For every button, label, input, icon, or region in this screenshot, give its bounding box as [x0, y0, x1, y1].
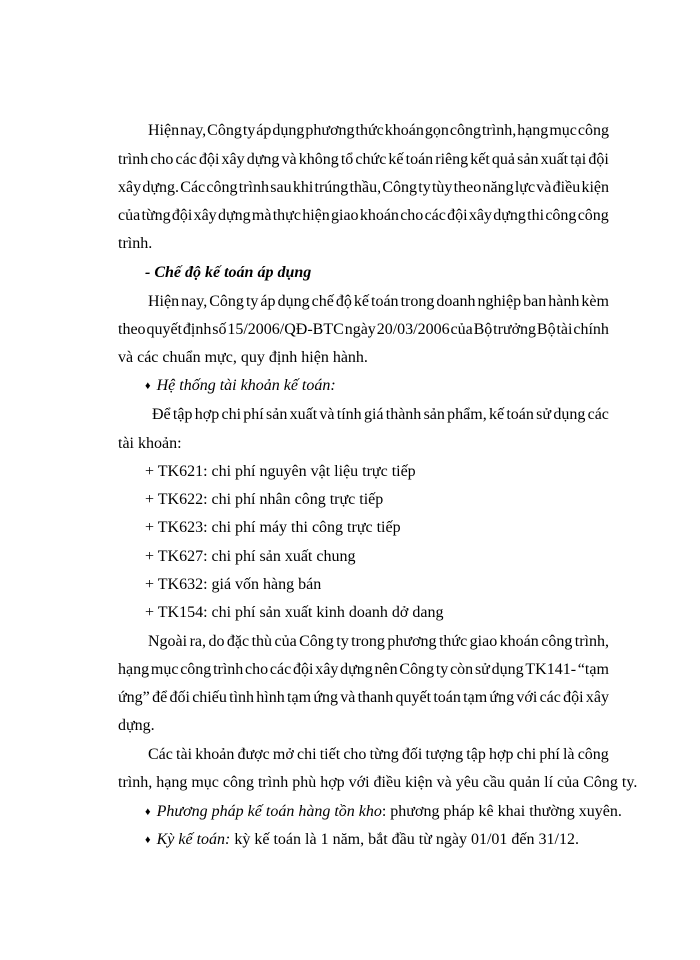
accounts-intro-line-1: Để tập hợp chi phí sản xuất và tính giá thành sản phẩm, kế toán sử dụng các: [152, 406, 609, 423]
inventory-method: [145, 802, 622, 822]
intro-line-1: Hiện nay, Công ty áp dụng phương thức khoán gọn công trình, hạng mục công: [148, 122, 609, 139]
diamond-bullet-icon: ♦: [145, 834, 151, 846]
detail-line-2: trình, hạng mục công trình phù hợp với điều kiện và yêu cầu quản lí của Công ty.: [118, 774, 638, 791]
intro-line-5: trình.: [118, 235, 153, 252]
extra-line-1: Ngoài ra, do đặc thù của Công ty trong phương thức giao khoán công trình,: [148, 633, 609, 650]
period-text: kỳ kế toán là 1 năm, bắt đầu từ ngày 01/01 đến 31/12.: [230, 831, 579, 848]
intro-line-2: trình cho các đội xây dựng và không tổ chức kế toán riêng kết quả sản xuất tại đội: [118, 151, 609, 168]
extra-line-3: ứng” để đối chiếu tình hình tạm ứng và thanh quyết toán tạm ứng với các đội xây: [118, 689, 609, 706]
intro-line-3: xây dựng. Các công trình sau khi trúng thầu, Công ty tùy theo năng lực và điều kiện: [118, 179, 609, 196]
account-item: + TK621: chi phí nguyên vật liệu trực tiếp: [145, 463, 416, 480]
diamond-bullet-icon: ♦: [145, 806, 151, 818]
detail-line-1: Các tài khoản được mở chi tiết cho từng đối tượng tập hợp chi phí là công: [148, 746, 609, 763]
regime-line-3: và các chuẩn mực, quy định hiện hành.: [118, 349, 368, 366]
extra-line-4: dựng.: [118, 717, 155, 734]
regime-heading: - Chế độ kế toán áp dụng: [145, 264, 312, 281]
accounts-intro-line-2: tài khoản:: [118, 435, 182, 452]
period-label: Kỳ kế toán:: [156, 831, 231, 848]
intro-line-4: của từng đội xây dựng mà thực hiện giao khoán cho các đội xây dựng thi công công: [118, 207, 609, 224]
accounting-period: [145, 830, 579, 850]
inventory-label: Phương pháp kế toán hàng tồn kho: [156, 803, 382, 820]
account-item: + TK154: chi phí sản xuất kinh doanh dở dang: [145, 604, 444, 621]
regime-line-1: Hiện nay, Công ty áp dụng chế độ kế toán trong doanh nghiệp ban hành kèm: [148, 293, 609, 310]
account-item: + TK623: chi phí máy thi công trực tiếp: [145, 519, 401, 536]
regime-line-2: theo quyết định số 15/2006/QĐ-BTC ngày 20/03/2006 của Bộ trưởng Bộ tài chính: [118, 321, 609, 338]
inventory-text: : phương pháp kê khai thường xuyên.: [381, 803, 622, 820]
account-item: + TK622: chi phí nhân công trực tiếp: [145, 491, 384, 508]
account-item: + TK632: giá vốn hàng bán: [145, 576, 322, 593]
accounts-heading: [145, 376, 336, 396]
accounts-heading-text: Hệ thống tài khoản kế toán:: [156, 377, 336, 394]
diamond-bullet-icon: ♦: [145, 380, 151, 392]
extra-line-2: hạng mục công trình cho các đội xây dựng nên Công ty còn sử dụng TK141- “tạm: [118, 661, 609, 678]
account-item: + TK627: chi phí sản xuất chung: [145, 548, 356, 565]
